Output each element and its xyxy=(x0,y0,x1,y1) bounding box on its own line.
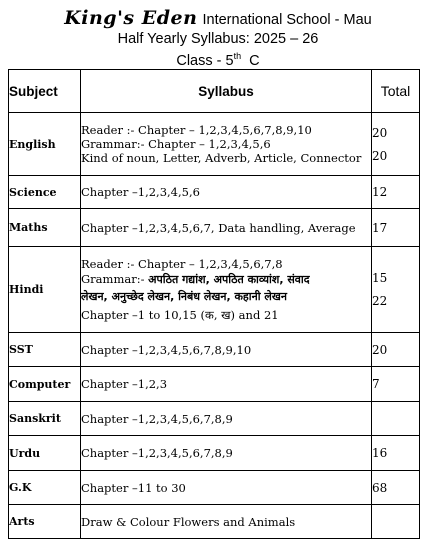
table-header-row xyxy=(9,70,420,113)
total-arts xyxy=(372,505,420,539)
english-grammar-line: Grammar:- Chapter – 1,2,3,4,5,6 xyxy=(81,137,271,151)
total-gk: 68 xyxy=(372,471,420,505)
hindi-total-2: 22 xyxy=(372,294,388,308)
table-row-sanskrit xyxy=(9,402,420,436)
syllabus-urdu: Chapter –1,2,3,4,5,6,7,8,9 xyxy=(81,436,372,471)
table-row-english xyxy=(9,113,420,176)
table-row-gk xyxy=(9,471,420,505)
table-row-computer xyxy=(9,367,420,402)
subject-maths: Maths xyxy=(9,209,81,247)
hindi-grammar-line-2: लेखन, अनुच्छेद लेखन, निबंध लेखन, कहानी लेखन xyxy=(81,290,287,303)
header-syllabus: Syllabus xyxy=(81,70,372,113)
syllabus-title: Half Yearly Syllabus: 2025 – 26 xyxy=(117,31,319,47)
subject-sanskrit: Sanskrit xyxy=(9,402,81,436)
table-row-maths xyxy=(9,209,420,247)
class-line: Class - 5th C xyxy=(176,51,260,69)
hindi-total-1: 15 xyxy=(372,271,388,285)
hindi-chapter-line: Chapter –1 to 10,15 (क, ख) and 21 xyxy=(81,308,279,322)
syllabus-hindi xyxy=(81,247,372,333)
total-maths: 17 xyxy=(372,209,420,247)
subject-hindi: Hindi xyxy=(9,247,81,333)
header-total: Total xyxy=(372,70,420,113)
class-superscript: th xyxy=(233,51,242,61)
total-sst: 20 xyxy=(372,333,420,367)
hindi-reader-line: Reader :- Chapter – 1,2,3,4,5,6,7,8 xyxy=(81,257,283,271)
subject-sst: SST xyxy=(9,333,81,367)
school-name-rest: International School - Mau xyxy=(202,12,372,28)
english-total-1: 20 xyxy=(372,125,388,140)
total-computer: 7 xyxy=(372,367,420,402)
subject-urdu: Urdu xyxy=(9,436,81,471)
school-name-script: King's Eden xyxy=(64,7,198,29)
syllabus-gk: Chapter –11 to 30 xyxy=(81,471,372,505)
subject-arts: Arts xyxy=(9,505,81,539)
syllabus-maths: Chapter –1,2,3,4,5,6,7, Data handling, Average xyxy=(81,209,372,247)
header-subject: Subject xyxy=(9,70,81,113)
english-total-2: 20 xyxy=(372,148,388,163)
table-row-sst xyxy=(9,333,420,367)
total-sanskrit xyxy=(372,402,420,436)
total-hindi xyxy=(372,247,420,333)
total-english xyxy=(372,113,420,176)
syllabus-science: Chapter –1,2,3,4,5,6 xyxy=(81,176,372,209)
class-section: C xyxy=(249,52,260,69)
hindi-grammar-line-1: Grammar:- अपठित गद्यांश, अपठित काव्यांश, संवाद xyxy=(81,272,310,286)
table-row-science xyxy=(9,176,420,209)
subject-gk: G.K xyxy=(9,471,81,505)
syllabus-sanskrit: Chapter –1,2,3,4,5,6,7,8,9 xyxy=(81,402,372,436)
english-reader-line: Reader :- Chapter – 1,2,3,4,5,6,7,8,9,10 xyxy=(81,123,312,137)
subject-english: English xyxy=(9,113,81,176)
table-row-urdu xyxy=(9,436,420,471)
syllabus-sst: Chapter –1,2,3,4,5,6,7,8,9,10 xyxy=(81,333,372,367)
total-urdu: 16 xyxy=(372,436,420,471)
subject-science: Science xyxy=(9,176,81,209)
table-row-arts xyxy=(9,505,420,539)
total-science: 12 xyxy=(372,176,420,209)
english-topics-line: Kind of noun, Letter, Adverb, Article, Connector xyxy=(81,151,362,165)
syllabus-english xyxy=(81,113,372,176)
school-name xyxy=(0,7,436,29)
syllabus-table xyxy=(8,69,420,539)
subject-computer: Computer xyxy=(9,367,81,402)
syllabus-computer: Chapter –1,2,3 xyxy=(81,367,372,402)
syllabus-arts: Draw & Colour Flowers and Animals xyxy=(81,505,372,539)
table-row-hindi xyxy=(9,247,420,333)
